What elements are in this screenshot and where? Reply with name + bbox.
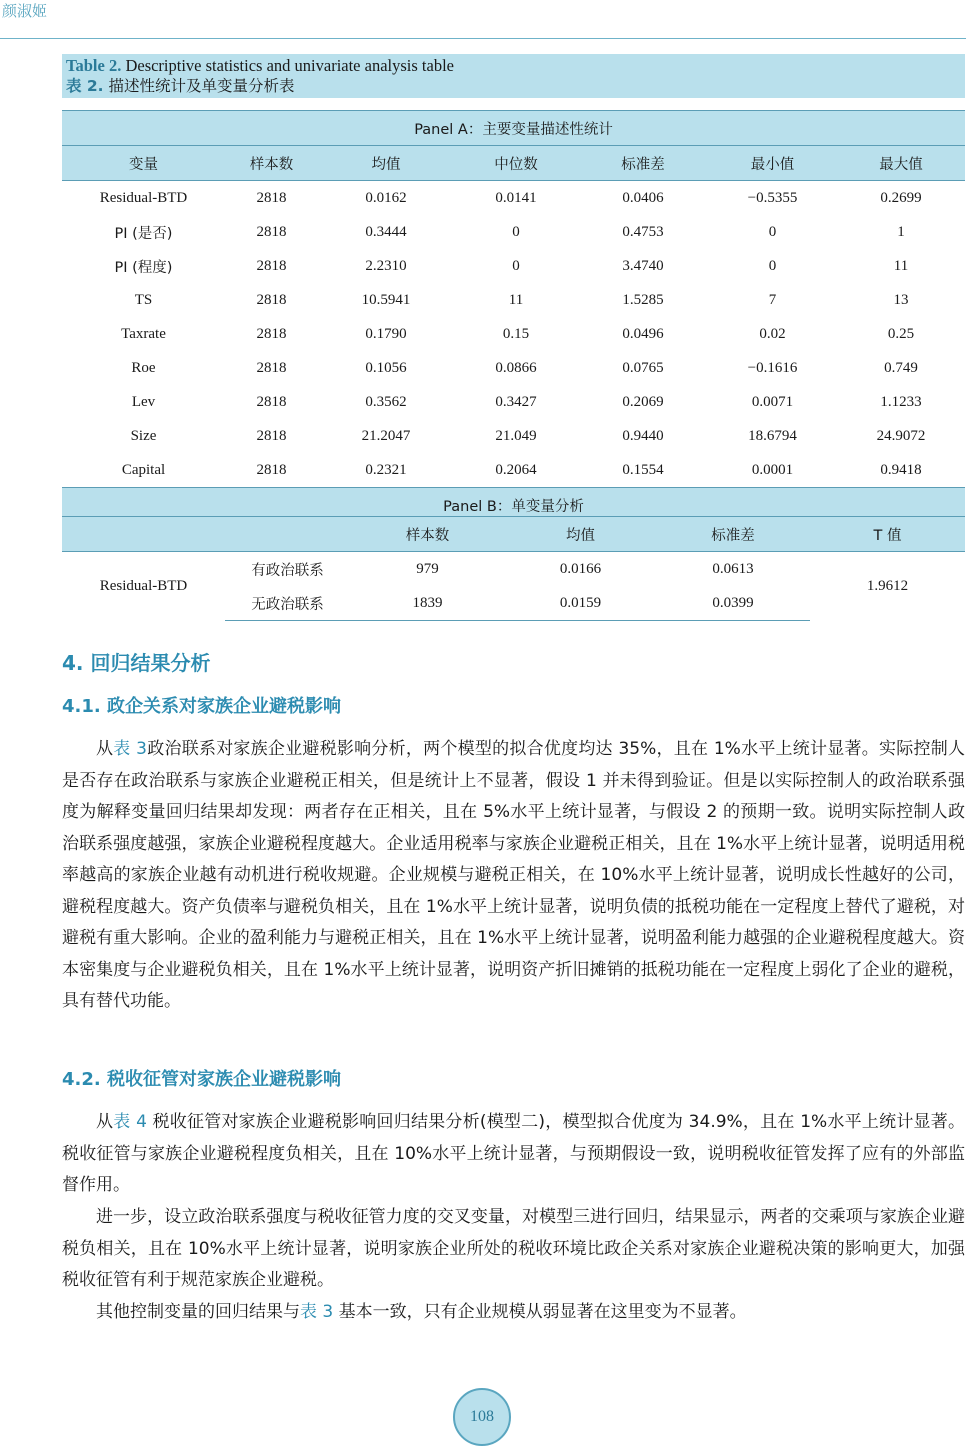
table-cell: 2818 <box>256 257 287 274</box>
caption-en-label: Table 2. <box>66 56 122 75</box>
header-divider <box>0 38 966 39</box>
table-cell: 13 <box>893 291 909 308</box>
table-cell: 0.0406 <box>622 189 664 206</box>
table-cell: 0 <box>768 223 777 240</box>
table-cell: 0.3444 <box>365 223 407 240</box>
table-cell: 2818 <box>256 427 287 444</box>
table-cell: 0.02 <box>759 325 786 342</box>
table-cell: 0.0399 <box>656 586 810 621</box>
table-cell: 10.5941 <box>361 291 411 308</box>
table-cell: 2.2310 <box>365 257 407 274</box>
table-caption <box>62 54 965 98</box>
variable-name: Residual-BTD <box>99 189 188 206</box>
table-cell: 0.3427 <box>495 393 537 410</box>
table-cell: 1839 <box>350 586 505 621</box>
col-header: 样本数 <box>350 517 505 552</box>
table-row <box>62 249 965 283</box>
variable-name: Capital <box>121 461 166 478</box>
table-cell: 21.049 <box>495 427 537 444</box>
text-run: 从 <box>96 739 114 759</box>
table-cell: 0 <box>512 223 520 240</box>
table-cell: 2818 <box>256 189 287 206</box>
col-header: 最小值 <box>708 146 837 181</box>
group-label: 有政治联系 <box>251 562 324 579</box>
table-cell: 1 <box>897 223 905 240</box>
variable-name: Taxrate <box>121 325 166 342</box>
panel-b-table <box>62 516 965 621</box>
variable-name: Roe <box>131 359 156 376</box>
table-cell: 0.0166 <box>559 560 602 577</box>
table-cell: 0.1790 <box>365 325 407 342</box>
table-cell: 0 <box>512 257 520 274</box>
paragraph: 进一步，设立政治联系强度与税收征管力度的交叉变量，对模型三进行回归，结果显示，两者的交乘项与家族企业避税负相关，且在 10%水平上统计显著，说明家族企业所处的税收环境比政企关系对家族企业避税决策的影响更大，加强税收征管有利于规范家族企业避税。 <box>62 1207 965 1290</box>
table-row <box>62 385 965 419</box>
table-cell: 1.5285 <box>622 291 664 308</box>
table-cell: 0.0496 <box>622 325 664 342</box>
col-header: 标准差 <box>656 517 810 552</box>
col-header: 最大值 <box>837 146 965 181</box>
table-cell: 0.2064 <box>495 461 537 478</box>
table-cell: 0.1056 <box>365 359 407 376</box>
col-header: 标准差 <box>578 146 708 181</box>
caption-cn-text: 描述性统计及单变量分析表 <box>103 77 295 95</box>
table-cell: 0.0866 <box>495 359 537 376</box>
col-header: 样本数 <box>225 146 318 181</box>
table-reference-link[interactable]: 表 4 <box>113 1112 147 1132</box>
variable-name: PI (是否) <box>114 225 173 242</box>
running-header-author: 颜淑姬 <box>2 2 48 20</box>
text-run: 政治联系对家族企业避税影响分析，两个模型的拟合优度均达 35%，且在 1%水平上统计显著。实际控制人是否存在政治联系与家族企业避税正相关，但是统计上不显著，假设 1 并未得到验证。但是以实际控制人的政治联系强度为解释变量回归结果却发现：两者存在正相关，且在 5%水平上统计显著，与假设 2 的预期一致。说明实际控制人政治联系强度越强，家族企业避税程度越大。企业适用税率与家族企业避税正相关，且在 1%水平上统计显著，说明适用税率越高的家族企业越有动机进行税收规避。企业规模与避税正相关，在 10%水平上统计显著，说明成长性越好的公司，避税程度越大。资产负债率与避税负相关，且在 1%水平上统计显著，说明负债的抵税功能在一定程度上替代了避税，对避税有重大影响。企业的盈利能力与避税正相关，且在 1%水平上统计显著，说明盈利能力越强的企业避税程度越大。资本密集度与企业避税负相关，且在 1%水平上统计显著，说明资产折旧摊销的抵税功能在一定程度上弱化了企业的避税，具有替代功能。 <box>62 739 965 1011</box>
text-run: 从 <box>96 1112 114 1132</box>
col-header: 中位数 <box>454 146 578 181</box>
paragraph <box>62 1107 965 1202</box>
table-row <box>62 453 965 488</box>
table-row <box>62 215 965 249</box>
table-cell: 2818 <box>256 359 287 376</box>
table-cell: 0.15 <box>502 325 530 342</box>
table-row <box>62 283 965 317</box>
table-cell: 0.749 <box>884 359 918 376</box>
statistics-table <box>62 110 965 522</box>
panel-b-header-row <box>62 517 965 552</box>
col-header: 均值 <box>318 146 454 181</box>
section-heading: 4. 回归结果分析 <box>62 651 211 675</box>
table-cell: 0.9440 <box>622 427 664 444</box>
variable-name: Size <box>130 427 157 444</box>
text-run: 基本一致，只有企业规模从弱显著在这里变为不显著。 <box>333 1302 747 1322</box>
table-cell: 0.0162 <box>365 189 407 206</box>
subsection-heading: 4.1. 政企关系对家族企业避税影响 <box>62 696 341 717</box>
table-cell: 0.0765 <box>622 359 664 376</box>
table-cell: 0.2699 <box>880 189 922 206</box>
table-row <box>62 552 965 587</box>
table-cell: 0.4753 <box>622 223 664 240</box>
table-row <box>62 181 965 216</box>
variable-name: TS <box>134 291 153 308</box>
caption-cn-label: 表 2. <box>66 77 104 95</box>
table-cell: 2818 <box>256 223 287 240</box>
table-cell: 11 <box>508 291 524 308</box>
subsection-heading: 4.2. 税收征管对家族企业避税影响 <box>62 1069 341 1090</box>
table-cell: 18.6794 <box>748 427 797 444</box>
table-reference-link[interactable]: 表 3 <box>300 1302 334 1322</box>
table-cell: 2818 <box>256 291 287 308</box>
table-cell: 0.0001 <box>751 461 794 478</box>
table-cell: 0.1554 <box>622 461 664 478</box>
table-cell: 979 <box>416 560 439 577</box>
col-header: T 值 <box>810 517 965 552</box>
table-row <box>62 317 965 351</box>
caption-en-text: Descriptive statistics and univariate analysis table <box>121 56 454 75</box>
table-cell: 1.1233 <box>880 393 922 410</box>
caption-chinese <box>66 76 961 97</box>
panel-a-title-row <box>62 111 965 146</box>
col-header: 均值 <box>505 517 656 552</box>
paragraph <box>62 1297 965 1329</box>
table-cell: 2818 <box>256 461 287 478</box>
table-cell: 11 <box>893 257 909 274</box>
t-value: 1.9612 <box>866 577 909 594</box>
table-cell: 3.4740 <box>622 257 664 274</box>
panel-a-header-row <box>62 146 965 181</box>
text-run: 其他控制变量的回归结果与 <box>96 1302 300 1322</box>
table-cell: −0.1616 <box>747 359 798 376</box>
panel-b-variable: Residual-BTD <box>99 577 188 594</box>
table-cell: 0.9418 <box>880 461 922 478</box>
table-cell: 2818 <box>256 325 287 342</box>
table-cell: 24.9072 <box>876 427 926 444</box>
group-label: 无政治联系 <box>225 586 350 621</box>
table-cell: 0.0071 <box>751 393 794 410</box>
table-cell: 0.3562 <box>365 393 407 410</box>
table-cell: 0.25 <box>887 325 915 342</box>
table-cell: 2818 <box>256 393 287 410</box>
table-cell: 0.0159 <box>505 586 656 621</box>
table-cell: −0.5355 <box>747 189 798 206</box>
paragraph <box>62 734 965 1018</box>
variable-name: PI (程度) <box>114 259 173 276</box>
table-row <box>62 419 965 453</box>
table-cell: 0 <box>768 257 777 274</box>
panel-b-title: Panel B：单变量分析 <box>62 488 965 523</box>
page-number-badge: 108 <box>453 1388 511 1446</box>
panel-a-title: Panel A：主要变量描述性统计 <box>62 111 965 146</box>
table-row <box>62 351 965 385</box>
text-run: 税收征管对家族企业避税影响回归结果分析(模型二)，模型拟合优度为 34.9%，且在 1%水平上统计显著。税收征管与家族企业避税程度负相关，且在 10%水平上统计显著，与预期假设一致，说明税收征管发挥了应有的外部监督作用。 <box>62 1112 966 1195</box>
table-cell: 7 <box>768 291 777 308</box>
variable-name: Lev <box>131 393 156 410</box>
caption-english <box>66 55 961 76</box>
table-cell: 0.0141 <box>495 189 537 206</box>
table-cell: 21.2047 <box>361 427 411 444</box>
table-cell: 0.2321 <box>365 461 407 478</box>
col-header: 变量 <box>62 146 225 181</box>
table-reference-link[interactable]: 表 3 <box>113 739 147 759</box>
table-cell: 0.0613 <box>712 560 754 577</box>
table-cell: 0.2069 <box>622 393 664 410</box>
